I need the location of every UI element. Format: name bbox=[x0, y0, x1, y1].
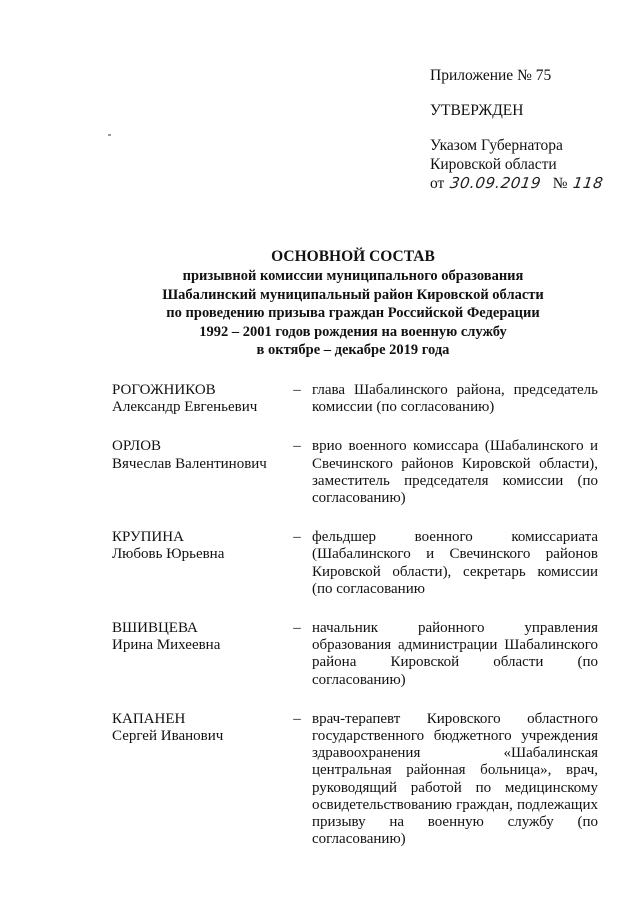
member-surname: КАПАНЕН bbox=[112, 710, 186, 727]
title-main: ОСНОВНОЙ СОСТАВ bbox=[271, 248, 435, 265]
appendix-number: Приложение № 75 bbox=[430, 67, 552, 84]
dash-separator: – bbox=[293, 710, 301, 727]
member-name bbox=[112, 438, 282, 507]
member-role: врио военного комиссара (Шабалинского и Свечинского районов Кировской области), заместитель председателя комиссии (по согласованию) bbox=[312, 438, 598, 507]
title-line: 1992 – 2001 годов рождения на военную службу bbox=[199, 323, 507, 340]
member-given-names: Ирина Михеевна bbox=[112, 637, 221, 654]
member-entry bbox=[112, 529, 602, 598]
date-prefix: от bbox=[430, 175, 445, 192]
member-given-names: Сергей Иванович bbox=[112, 728, 224, 745]
number-prefix: № bbox=[552, 175, 568, 192]
member-name bbox=[112, 529, 282, 598]
member-given-names: Александр Евгеньевич bbox=[112, 399, 258, 416]
title-line: по проведению призыва граждан Российской Федерации bbox=[166, 305, 540, 322]
handwritten-date: 30.09.2019 bbox=[449, 174, 543, 192]
member-entry bbox=[112, 620, 602, 689]
member-surname: КРУПИНА bbox=[112, 529, 184, 546]
title-line: в октябре – декабре 2019 года bbox=[256, 342, 450, 359]
decree-date-line bbox=[430, 174, 630, 193]
member-surname: РОГОЖНИКОВ bbox=[112, 382, 216, 398]
members-list bbox=[112, 382, 602, 870]
member-given-names: Любовь Юрьевна bbox=[112, 546, 225, 563]
member-role: фельдшер военного комиссариата (Шабалинского и Свечинского районов Кировской области), секретарь комиссии (по согласованию bbox=[312, 529, 598, 597]
member-role: глава Шабалинского района, председатель комиссии (по согласованию) bbox=[312, 382, 598, 416]
document-title bbox=[108, 248, 598, 359]
title-line: Шабалинский муниципальный район Кировской области bbox=[162, 286, 544, 303]
dash-separator: – bbox=[293, 529, 301, 546]
scan-speck bbox=[108, 134, 111, 136]
member-entry bbox=[112, 438, 602, 507]
dash-separator: – bbox=[293, 620, 301, 637]
handwritten-number: 118 bbox=[572, 174, 605, 192]
member-name bbox=[112, 711, 282, 849]
member-name bbox=[112, 620, 282, 689]
decree-line-1: Указом Губернатора bbox=[430, 137, 563, 154]
member-role: начальник районного управления образования администрации Шабалинского района Кировской области (по согласованию) bbox=[312, 620, 598, 688]
dash-separator: – bbox=[293, 382, 301, 398]
title-line: призывной комиссии муниципального образования bbox=[182, 268, 524, 285]
member-surname: ОРЛОВ bbox=[112, 438, 162, 455]
dash-separator: – bbox=[293, 438, 301, 455]
member-role: врач-терапевт Кировского областного государственного бюджетного учреждения здравоохранения «Шабалинская центральная районная больница», врач, руководящий работой по медицинскому освидетельствованию граждан, подлежащих призыву на военную службу (по согласованию) bbox=[312, 710, 598, 848]
approval-block bbox=[430, 66, 630, 193]
approved-label: УТВЕРЖДЕН bbox=[430, 102, 524, 119]
decree-line-2: Кировской области bbox=[430, 156, 557, 173]
member-entry bbox=[112, 382, 602, 416]
member-name bbox=[112, 382, 282, 416]
member-given-names: Вячеслав Валентинович bbox=[112, 455, 267, 472]
member-surname: ВШИВЦЕВА bbox=[112, 620, 198, 637]
member-entry bbox=[112, 711, 602, 849]
